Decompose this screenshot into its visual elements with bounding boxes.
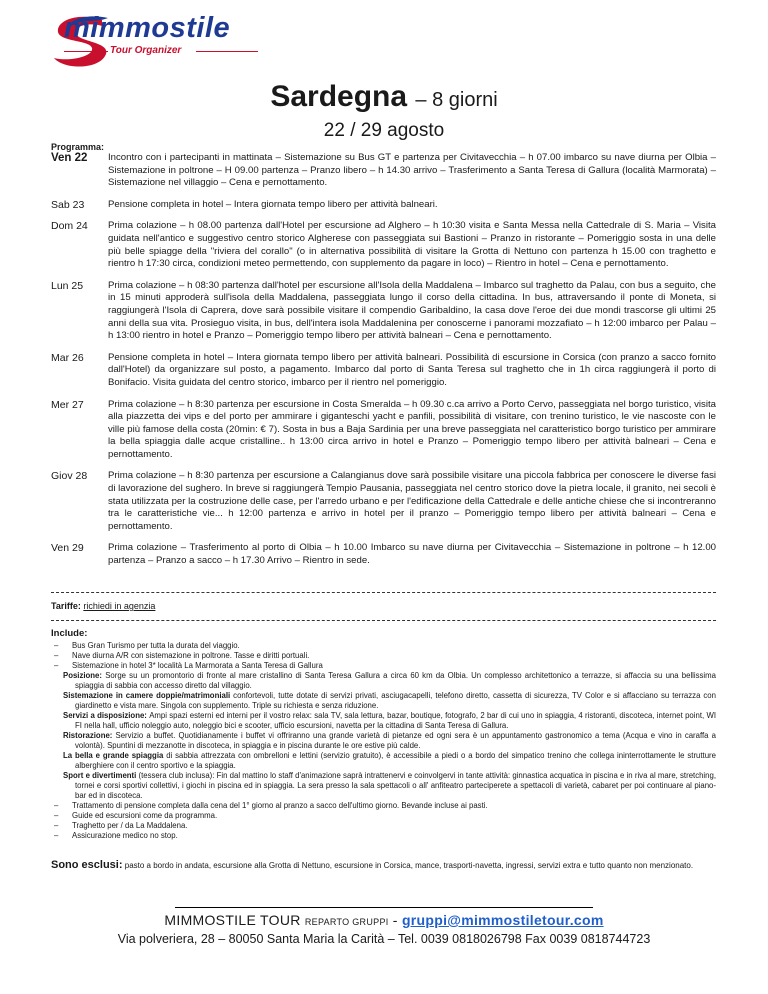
include-item	[51, 821, 716, 831]
day-name: Ven 29	[51, 542, 84, 555]
day-row	[51, 470, 716, 533]
tariffe-label: Tariffe:	[51, 601, 81, 611]
day-text: Prima colazione – h 8:30 partenza per escursione in Costa Smeralda – h 09.30 c.ca arrivo a Porto Cervo, passeggiata nel borgo turistico, visita alla piazzetta dei vips e del porto per ammirare i giganteschi yacht e panfili, possibilità di visitare, con trenino turistico, le vie nascoste con le ville più famose della costa (20min: € 7). Sosta in bus a Baja Sardinia per una breve passeggiata nel caratteristico borgo turistico per ammirare la bella spiaggia dalle acque cristalline.. h 13:00 circa arrivo in hotel e Pranzo – Pomeriggio tempo libero per attività balneari – Cena e pernottamento.	[108, 398, 716, 460]
hotel-detail-text: Ampi spazi esterni ed interni per il vostro relax: sala TV, sala lettura, bazar, boutique, fotografo, 2 bar di cui uno in spiaggia, 4 ristoranti, discoteca, internet point, WI FI nella hall, ufficio noleggio auto, noleggio bici e scooter, ufficio escursioni, navetta per la cittadina di Santa Teresa di Gallura.	[75, 711, 716, 730]
footer-company: MIMMOSTILE TOUR	[164, 912, 301, 928]
day-row	[51, 352, 716, 390]
include-item	[51, 811, 716, 821]
dash-bullet-icon: –	[54, 641, 59, 650]
page-title	[0, 80, 768, 114]
footer-company-line	[0, 912, 768, 928]
footer-dash: -	[392, 912, 398, 928]
esclusi-text: pasto a bordo in andata, escursione alla Grotta di Nettuno, escursione in Corsica, mance, trasporti-navetta, ingressi, servizi extra e tutto quanto non menzionato.	[124, 861, 694, 870]
hotel-detail-paragraph	[63, 691, 716, 711]
esclusi-label: Sono esclusi:	[51, 859, 123, 871]
hotel-detail-paragraph	[63, 671, 716, 691]
day-name: Mar 26	[51, 351, 84, 364]
include-item	[51, 801, 716, 811]
brand-subtitle: Tour Organizer	[110, 45, 182, 56]
hotel-detail-text: (tessera club inclusa): Fin dal mattino lo staff d'animazione saprà intrattenervi e coinvolgervi in tante attività: ginnastica acquatica in piscina e in riva al mare, stretching, tornei e corsi sportivi collettivi, i giochi in piscina ed in spiaggia. La sera presso la sala spettacoli o all' anfiteatro parteciperete a spettacoli di varietà, cabaret per poi continuare al piano-bar ed in discoteca.	[75, 771, 716, 800]
day-text: Pensione completa in hotel – Intera giornata tempo libero per attività balneari. Possibilità di escursione in Corsica (con pranzo a sacco fornito dall'Hotel) da organizzare sul posto, a pagamento. Imbarco dal porto di Santa Teresa sul traghetto che in 1h circa raggiungerà il porto di Bonifacio. Visita guidata del centro storico, imbarco per il rientro nel pomeriggio.	[108, 351, 716, 388]
include-item	[51, 831, 716, 841]
separator-top	[51, 592, 716, 594]
hotel-detail-paragraph	[63, 751, 716, 771]
trip-dates: 22 / 29 agosto	[323, 120, 445, 141]
footer-rule	[175, 907, 593, 908]
include-item-text: Trattamento di pensione completa dalla cena del 1° giorno al pranzo a sacco dell'ultimo giorno. Bevande incluse ai pasti.	[72, 801, 488, 810]
hotel-detail-label: Sistemazione in camere doppie/matrimoniali	[63, 691, 234, 700]
dash-bullet-icon: –	[54, 661, 59, 670]
day-text: Prima colazione – h 08:30 partenza dall'hotel per escursione all'Isola della Maddalena – Imbarco sul traghetto da Palau, con bus a seguito, che in 15 minuti approderà sull'isola della Maddalena, passeggiata lungo il corso della cittadina. In bus, attraversando il ponte di Moneta, si raggiungerà l'Isola di Caprera, dove sarà possibile visitare il compendio Garibaldino, la casa dove l'eroe dei due mondi trascorse gli ultimi 25 anni della sua vita. Prosieguo visita, in bus, dell'intera isola Maddalenina per conoscerne i panorami mozzafiato – h 12:00 imbarco per Palau – h 13:00 rientro in hotel e Pranzo – Pomeriggio tempo libero per attività balneari – Cena e pernottamento.	[108, 279, 716, 342]
day-row	[51, 280, 716, 343]
include-item-text: Traghetto per / da La Maddalena.	[72, 821, 188, 830]
hotel-details	[51, 671, 716, 801]
dash-bullet-icon: –	[54, 811, 59, 820]
day-text: Prima colazione – h 08.00 partenza dall'Hotel per escursione ad Alghero – h 10:30 visita e Santa Messa nella Cattedrale di S. Maria – Visita guidata nell'antico e suggestivo centro storico Algherese con passeggiata sui Bastioni – Pranzo in ristorante – Pomeriggio sosta in una delle più belle spiagge della "riviera del corallo" (o in alternativa possibilità di visitare la Grotta di Nettuno con partenza h 15.00 con traghetto e rientro h 17:30 circa, condizioni meteo permettendo, con supplemento da pagare in loco) – Rientro in hotel – Cena e pernottamento.	[108, 220, 716, 270]
include-item-text: Nave diurna A/R con sistemazione in poltrone. Tasse e diritti portuali.	[72, 651, 310, 660]
hotel-detail-label: Sport e divertimenti	[63, 771, 139, 780]
tariffe-value: richiedi in agenzia	[83, 601, 156, 611]
hotel-detail-label: Ristorazione:	[63, 731, 116, 740]
hotel-detail-label: La bella e grande spiaggia	[63, 751, 167, 760]
hotel-detail-label: Posizione:	[63, 671, 106, 680]
hotel-detail-paragraph	[63, 771, 716, 801]
include-item-text: Assicurazione medico no stop.	[72, 831, 178, 840]
include-item-text: Sistemazione in hotel 3* località La Marmorata a Santa Teresa di Gallura	[72, 661, 323, 670]
separator-bottom	[51, 620, 716, 622]
include-item	[51, 651, 716, 661]
include-item-text: Bus Gran Turismo per tutta la durata del viaggio.	[72, 641, 240, 650]
include-item	[51, 661, 716, 671]
hotel-detail-paragraph	[63, 711, 716, 731]
day-row	[51, 399, 716, 462]
hotel-detail-text: Servizio a buffet. Quotidianamente i buffet vi offriranno una grande varietà di pietanze ed ogni sera è un appuntamento gastronomico a tema (Acqua e vino in caraffa a volontà). Spuntini di mezzanotte in discoteca, in spiaggia e in piscina durante le ore estive più calde.	[75, 731, 716, 750]
day-row	[51, 542, 716, 567]
brand-sub-line-right	[196, 51, 258, 52]
dash-bullet-icon: –	[54, 821, 59, 830]
hotel-detail-paragraph	[63, 731, 716, 751]
programma-label: Programma:	[51, 142, 105, 152]
day-name: Ven 22	[51, 152, 88, 164]
day-text: Pensione completa in hotel – Intera giornata tempo libero per attività balneari.	[108, 198, 438, 210]
day-text: Prima colazione – h 8:30 partenza per escursione a Calangianus dove sarà possibile visitare una piccola fabbrica per conoscere le diverse fasi di lavorazione del sughero. In breve si raggiungerà Tempio Pausania, passeggiata nel centro storico dove la pietra locale, il granito, nei secoli è stata utilizzata per la costruzione delle case, per l'arredo urbano e per l'edificazione della Cattedrale e delle antiche chiese che si incontreranno tra le caratteristiche vie... h 12:00 partenza e arrivo in hotel per il pranzo – Pomeriggio tempo libero per attività balneari – Cena e pernottamento.	[108, 470, 716, 532]
include-section	[51, 629, 716, 841]
footer-address: Via polveriera, 28 – 80050 Santa Maria la Carità – Tel. 0039 0818026798 Fax 0039 0818744723	[117, 932, 651, 946]
esclusi-section	[51, 860, 716, 871]
day-text: Prima colazione – Trasferimento al porto di Olbia – h 10.00 Imbarco su nave diurna per Civitavecchia – Sistemazione in poltrone – h 12.00 partenza – Pranzo a sacco – h 17.30 Arrivo – Rientro in sede.	[108, 542, 716, 567]
footer-reparto: REPARTO GRUPPI	[304, 917, 389, 927]
day-name: Lun 25	[51, 279, 84, 292]
footer-email-link[interactable]: gruppi@mimmostiletour.com	[401, 912, 604, 928]
day-text: Incontro con i partecipanti in mattinata – Sistemazione su Bus GT e partenza per Civitavecchia – h 07.00 imbarco su nave diurna per Olbia – Sistemazione in poltrone – H 09.00 partenza – Pranzo libero – h 14.30 arrivo – Trasferimento a Santa Teresa di Gallura (località Marmorata) – Sistemazione nel villaggio – Cena e pernottamento.	[108, 152, 716, 189]
hotel-detail-text: confortevoli, tutte dotate di servizi privati, asciugacapelli, telefono diretto, cassetta di sicurezza, TV Color e si affacciano su terrazza con giardinetto e vista mare. Singola con supplemento. Triple su richiesta e senza riduzione.	[75, 691, 716, 710]
brand-name: mimmostile	[64, 12, 231, 44]
brand-sub-line-left	[64, 51, 108, 52]
title-duration: – 8 giorni	[415, 89, 498, 111]
dash-bullet-icon: –	[54, 831, 59, 840]
title-main: Sardegna	[270, 80, 408, 113]
day-name: Mer 27	[51, 398, 84, 411]
day-row	[51, 152, 716, 190]
day-name: Giov 28	[51, 470, 88, 483]
day-name: Dom 24	[51, 220, 88, 233]
include-list-1	[51, 641, 716, 671]
include-item-text: Guide ed escursioni come da programma.	[72, 811, 218, 820]
day-row	[51, 199, 716, 212]
tariffe-line	[51, 601, 155, 611]
day-name: Sab 23	[51, 198, 85, 211]
include-item	[51, 641, 716, 651]
day-row	[51, 220, 716, 270]
hotel-detail-label: Servizi a disposizione:	[63, 711, 150, 720]
hotel-detail-text: di sabbia attrezzata con ombrelloni e lettini (servizio gratuito), è accessibile a piedi o a bordo del simpatico trenino che collega ininterrottamente le strutture alberghiere con il centro sportivo e la spiaggia.	[75, 751, 716, 770]
include-heading: Include:	[51, 628, 88, 639]
include-list-2	[51, 801, 716, 841]
dash-bullet-icon: –	[54, 651, 59, 660]
hotel-detail-text: Sorge su un promontorio di fronte al mare cristallino di Santa Teresa Gallura a circa 60 km da Olbia. Un complesso architettonico a terrazze, si affaccia su una bellissima spiaggia di sabbia con accesso diretto dal villaggio.	[75, 671, 716, 690]
dash-bullet-icon: –	[54, 801, 59, 810]
itinerary	[51, 152, 716, 577]
